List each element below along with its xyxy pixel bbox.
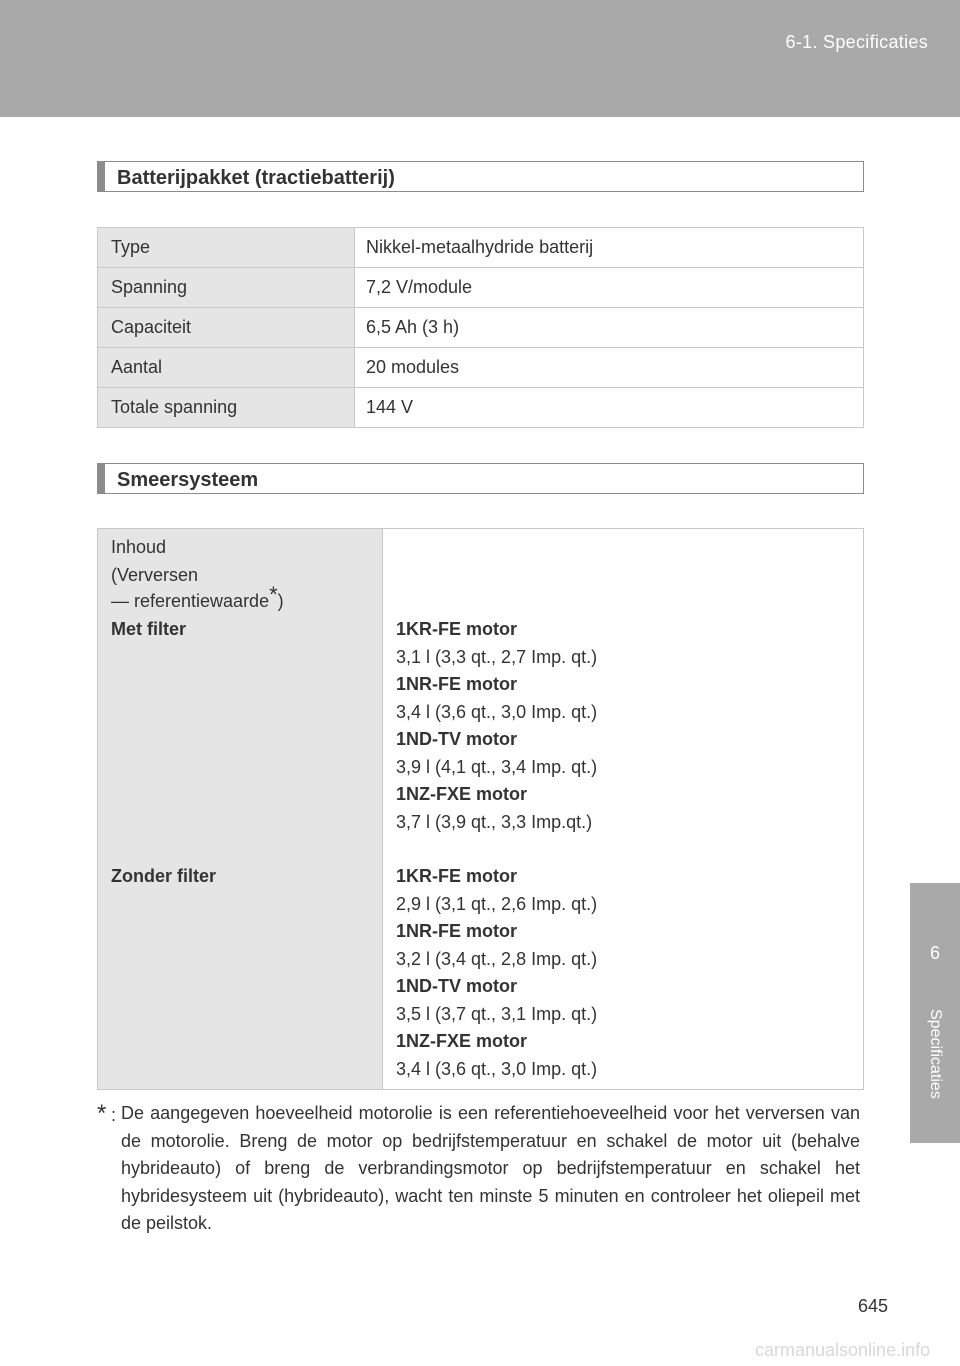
table-row: [98, 348, 864, 388]
battery-heading: [97, 161, 864, 192]
battery-title: Batterijpakket (tractiebatterij): [117, 167, 395, 189]
watermark: carmanualsonline.info: [755, 1340, 931, 1360]
footnote-colon: :: [111, 1105, 117, 1125]
lubrication-heading: [97, 463, 864, 494]
row-value: 20 modules: [355, 348, 864, 388]
without-filter-label: Zonder filter: [111, 866, 217, 886]
engine-capacity: 3,2 l (3,4 qt., 2,8 Imp. qt.): [396, 949, 598, 969]
engine-name: 1KR-FE motor: [396, 619, 517, 639]
engine-name: 1ND-TV motor: [396, 729, 517, 749]
heading-bar: [98, 464, 105, 493]
row-label: Spanning: [98, 268, 355, 308]
engine-capacity: 3,1 l (3,3 qt., 2,7 Imp. qt.): [396, 647, 598, 667]
engine-name: 1KR-FE motor: [396, 866, 517, 886]
table-row: [98, 308, 864, 348]
engine-name: 1ND-TV motor: [396, 976, 517, 996]
header-band: [0, 0, 960, 117]
engine-name: 1NR-FE motor: [396, 674, 517, 694]
table-row: [98, 268, 864, 308]
engine-capacity: 3,4 l (3,6 qt., 3,0 Imp. qt.): [396, 702, 598, 722]
battery-table: [97, 227, 864, 428]
footnote: [97, 1100, 860, 1238]
chapter-label: Specificaties: [927, 1009, 944, 1099]
capacity-label-ref: — referentiewaarde*): [111, 582, 284, 611]
capacity-label: Inhoud: [111, 537, 167, 557]
engine-name: 1NZ-FXE motor: [396, 1031, 528, 1051]
footnote-marker: *: [97, 1100, 107, 1127]
row-label: Type: [98, 228, 355, 268]
row-value: 6,5 Ah (3 h): [355, 308, 864, 348]
engine-capacity: 3,7 l (3,9 qt., 3,3 Imp.qt.): [396, 812, 593, 832]
row-value: Nikkel-metaalhydride batterij: [355, 228, 864, 268]
chapter-number: 6: [929, 943, 940, 963]
engine-name: 1NR-FE motor: [396, 921, 517, 941]
lubrication-title: Smeersysteem: [117, 469, 259, 491]
with-filter-label: Met filter: [111, 619, 187, 639]
row-value: 7,2 V/module: [355, 268, 864, 308]
chapter-tab[interactable]: [910, 883, 960, 1143]
section-header: 6-1. Specificaties: [785, 32, 928, 52]
lubrication-table: [97, 528, 864, 1090]
heading-bar: [98, 162, 105, 191]
footnote-text: De aangegeven hoeveelheid motorolie is een referentiehoeveelheid voor het verversen van de motorolie. Breng de motor op bedrijfstemperatuur en schakel de motor uit (behalve hybrideauto) of breng de verbrandingsmotor op bedrijfstemperatuur en schakel het hybridesysteem uit (hybrideauto), wacht ten minste 5 minuten en controleer het oliepeil met de peilstok.: [121, 1103, 860, 1233]
engine-name: 1NZ-FXE motor: [396, 784, 528, 804]
row-label: Totale spanning: [98, 388, 355, 428]
engine-capacity: 3,5 l (3,7 qt., 3,1 Imp. qt.): [396, 1004, 598, 1024]
lubrication-label-column: [98, 529, 383, 1089]
engine-capacity: 3,4 l (3,6 qt., 3,0 Imp. qt.): [396, 1059, 598, 1079]
row-value: 144 V: [355, 388, 864, 428]
table-row: [98, 388, 864, 428]
table-row: [98, 228, 864, 268]
row-label: Aantal: [98, 348, 355, 388]
row-label: Capaciteit: [98, 308, 355, 348]
engine-capacity: 3,9 l (4,1 qt., 3,4 Imp. qt.): [396, 757, 598, 777]
capacity-label-sub: (Verversen: [111, 565, 199, 585]
engine-capacity: 2,9 l (3,1 qt., 2,6 Imp. qt.): [396, 894, 598, 914]
page-number: 645: [858, 1296, 889, 1316]
